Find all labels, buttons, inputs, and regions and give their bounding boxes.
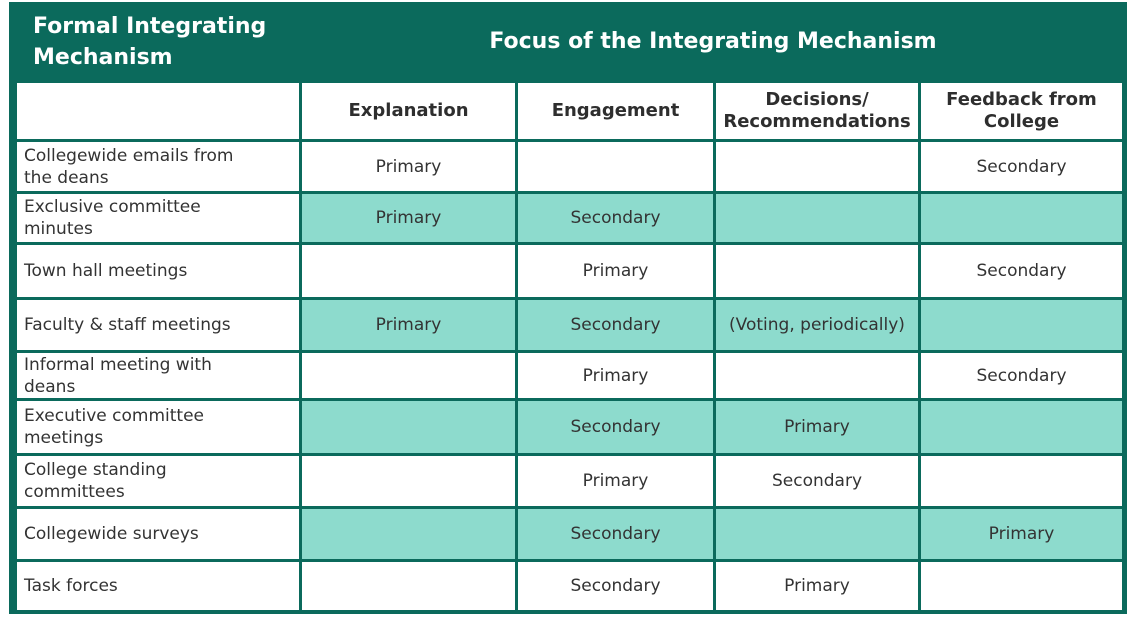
table-cell: Primary (716, 562, 918, 610)
table-cell: Secondary (518, 562, 713, 610)
column-header: Explanation (302, 83, 515, 139)
row-label: Executive committee meetings (17, 401, 299, 453)
table-cell (716, 142, 918, 191)
table-cell (716, 194, 918, 242)
table-cell: Primary (716, 401, 918, 453)
table-cell (302, 401, 515, 453)
table-cell (518, 142, 713, 191)
table-cell: Secondary (518, 401, 713, 453)
table-cell: Secondary (716, 456, 918, 506)
table-cell: Primary (302, 142, 515, 191)
table-cell: Secondary (921, 142, 1122, 191)
table-cell: Secondary (518, 509, 713, 559)
table-cell: (Voting, periodically) (716, 300, 918, 350)
table-cell (921, 300, 1122, 350)
column-header: Feedback from College (921, 83, 1122, 139)
row-label: Informal meeting with deans (17, 353, 299, 398)
column-header: Decisions/ Recommendations (716, 83, 918, 139)
table-cell (921, 194, 1122, 242)
row-label: Collegewide emails from the deans (17, 142, 299, 191)
row-label: Town hall meetings (17, 245, 299, 297)
row-label: Faculty & staff meetings (17, 300, 299, 350)
row-label: Task forces (17, 562, 299, 610)
mechanism-table (9, 2, 1127, 614)
column-header: Engagement (518, 83, 713, 139)
table-cell: Primary (518, 353, 713, 398)
table-cell (302, 353, 515, 398)
row-label: Exclusive committee minutes (17, 194, 299, 242)
table-cell: Secondary (921, 353, 1122, 398)
table-cell (921, 456, 1122, 506)
table-cell (302, 245, 515, 297)
table-cell (302, 562, 515, 610)
table-cell: Secondary (921, 245, 1122, 297)
table-cell: Primary (518, 245, 713, 297)
table-cell: Primary (302, 194, 515, 242)
table-cell (921, 562, 1122, 610)
table-cell: Primary (518, 456, 713, 506)
table-cell (921, 401, 1122, 453)
table-cell: Secondary (518, 300, 713, 350)
table-cell (302, 509, 515, 559)
table-cell (716, 353, 918, 398)
table-cell (302, 456, 515, 506)
formal-mechanism-title: Formal Integrating Mechanism (33, 14, 267, 70)
table-cell: Secondary (518, 194, 713, 242)
table-cell (716, 509, 918, 559)
row-label: Collegewide surveys (17, 509, 299, 559)
table-cell (716, 245, 918, 297)
table-cell: Primary (921, 509, 1122, 559)
focus-title: Focus of the Integrating Mechanism (489, 29, 937, 54)
row-label: College standing committees (17, 456, 299, 506)
table-cell: Primary (302, 300, 515, 350)
corner-cell (17, 83, 299, 139)
